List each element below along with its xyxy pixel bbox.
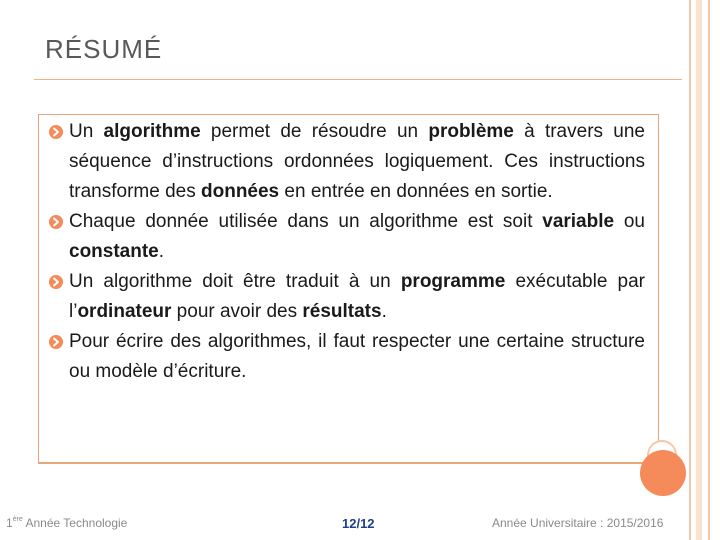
- footer-course-number: 1: [6, 516, 13, 530]
- bullet-keyword: ordinateur: [77, 301, 172, 322]
- bullet-text: permet de résoudre un: [200, 121, 429, 142]
- bullet-item: [49, 267, 645, 327]
- bullet-keyword: constante: [69, 241, 159, 262]
- bullet-text: Pour écrire des algorithmes, il faut respecter une certaine structure ou modèle d’écriture.: [69, 331, 645, 382]
- bullet-item: [49, 207, 645, 267]
- bullet-text: à travers une séquence d’instructions ordonnées logiquement. Ces instructions transforme des: [69, 121, 645, 202]
- chevron-circle-icon: [49, 125, 63, 139]
- bullet-text: pour avoir des: [171, 301, 303, 322]
- bullet-list: [49, 117, 645, 387]
- bullet-text: ou: [614, 211, 645, 232]
- bullet-item: [49, 327, 645, 387]
- bullet-text: Un: [69, 121, 104, 142]
- footer-course-suffix: ère: [12, 516, 23, 523]
- bullet-item: [49, 117, 645, 207]
- decorative-circle: [640, 450, 686, 496]
- footer-course-label: Année Technologie: [22, 516, 128, 530]
- bullet-text: Un algorithme doit être traduit à un: [69, 271, 401, 292]
- decorative-stripe: [689, 0, 691, 540]
- bullet-text: exécutable par l’: [69, 271, 645, 322]
- bullet-text: en entrée en données en sortie.: [279, 181, 553, 202]
- chevron-circle-icon: [49, 275, 63, 289]
- page-number: 12/12: [342, 516, 375, 531]
- chevron-circle-icon: [49, 335, 63, 349]
- bullet-text: Chaque donnée utilisée dans un algorithme est soit: [69, 211, 543, 232]
- bullet-keyword: programme: [400, 271, 506, 292]
- bullet-keyword: données: [201, 181, 280, 202]
- title-underline: [34, 79, 682, 80]
- bullet-keyword: algorithme: [103, 121, 201, 142]
- footer-academic-year: Année Universitaire : 2015/2016: [492, 516, 664, 530]
- decorative-band: [696, 0, 702, 540]
- bullet-text: .: [381, 301, 387, 322]
- slide-title: RÉSUMÉ: [45, 34, 163, 64]
- bullet-keyword: problème: [428, 121, 514, 142]
- footer-course: [6, 516, 127, 530]
- bullet-keyword: variable: [542, 211, 615, 232]
- decorative-stripe: [708, 0, 710, 540]
- bullet-keyword: résultats: [302, 301, 382, 322]
- chevron-circle-icon: [49, 215, 63, 229]
- bullet-text: .: [158, 241, 165, 262]
